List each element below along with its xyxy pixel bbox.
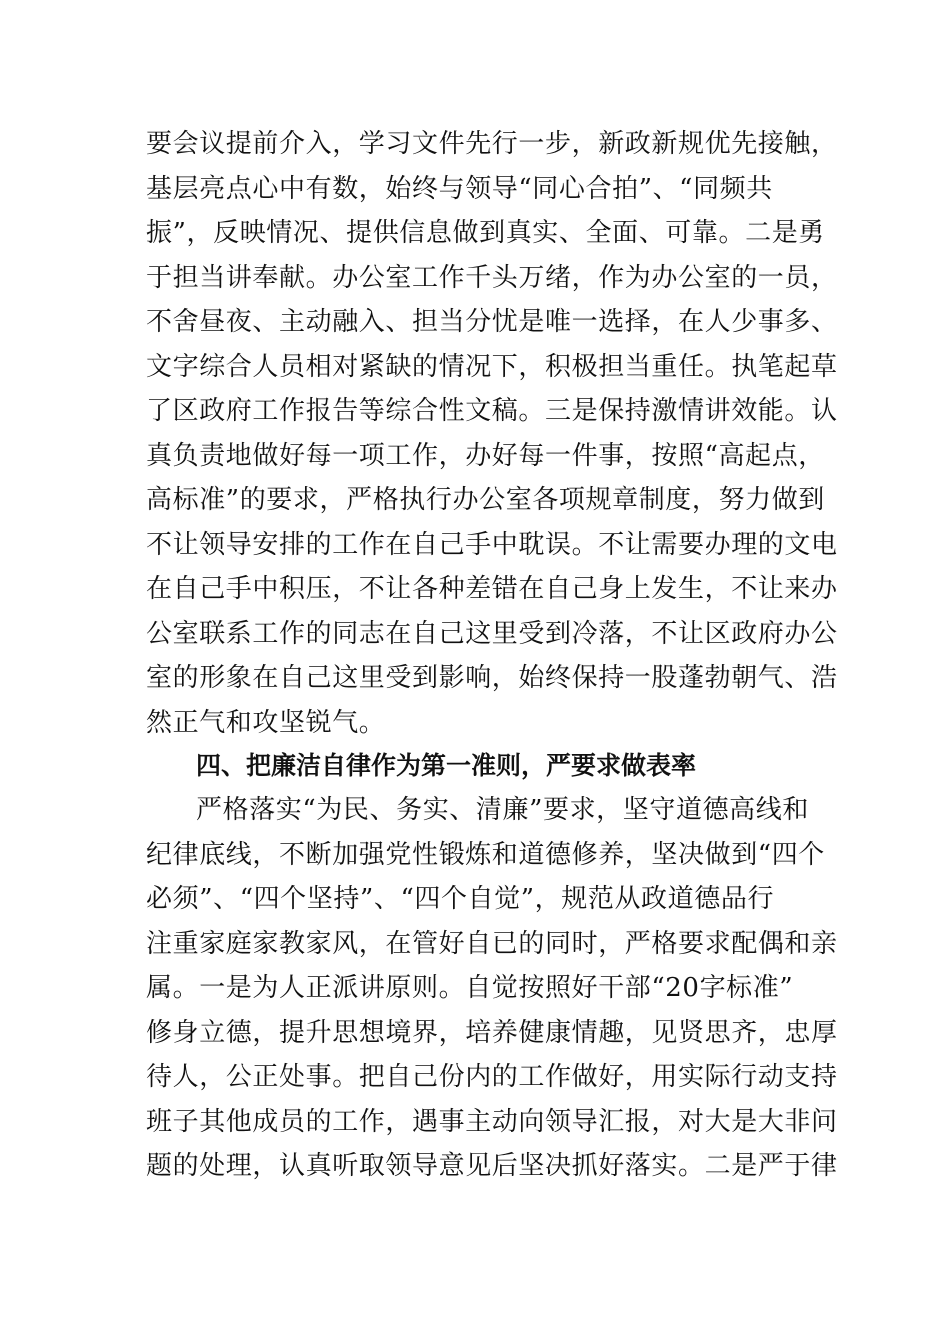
paragraph-line: 基层亮点心中有数，始终与领导“同心合拍”、“同频共	[146, 173, 773, 204]
paragraph-line: 修身立德，提升思想境界，培养健康情趣，见贤思齐，忠厚	[146, 1017, 838, 1048]
paragraph-line: 然正气和攻坚锐气。	[146, 707, 386, 738]
paragraph-line: 待人，公正处事。把自己份内的工作做好，用实际行动支持	[146, 1062, 838, 1092]
paragraph-line: 真负责地做好每一项工作，办好每一件事，按照“高起点，	[146, 440, 825, 471]
paragraph-line: 不让领导安排的工作在自己手中耽误。不让需要办理的文电	[146, 529, 838, 560]
paragraph-line: 属。一是为人正派讲原则。自觉按照好干部“20字标准”	[146, 973, 794, 1003]
paragraph-line: 不舍昼夜、主动融入、担当分忧是唯一选择，在人少事多、	[146, 307, 838, 337]
paragraph-line: 必须”、“四个坚持”、“四个自觉”，规范从政道德品行	[146, 884, 775, 914]
paragraph-line: 注重家庭家教家风，在管好自已的同时，严格要求配偶和亲	[146, 928, 838, 959]
paragraph-line: 文字综合人员相对紧缺的情况下，积极担当重任。执笔起草	[146, 351, 838, 382]
paragraph-line: 班子其他成员的工作，遇事主动向领导汇报，对大是大非问	[146, 1106, 838, 1137]
paragraph-line: 公室联系工作的同志在自己这里受到冷落，不让区政府办公	[146, 618, 838, 649]
paragraph-line: 室的形象在自己这里受到影响，始终保持一股蓬勃朝气、浩	[146, 663, 838, 693]
paragraph-line: 题的处理，认真听取领导意见后坚决抓好落实。二是严于律	[146, 1151, 838, 1181]
paragraph-line: 严格落实“为民、务实、清廉”要求，坚守道德高线和	[196, 795, 809, 825]
paragraph-continuation	[146, 122, 838, 745]
paragraph-line: 纪律底线，不断加强党性锻炼和道德修养，坚决做到“四个	[146, 839, 825, 870]
paragraph-line: 在自己手中积压，不让各种差错在自己身上发生，不让来办	[146, 574, 838, 604]
paragraph-integrity	[146, 788, 838, 1189]
paragraph-line: 了区政府工作报告等综合性文稿。三是保持激情讲效能。认	[146, 396, 838, 426]
paragraph-line: 要会议提前介入，学习文件先行一步，新政新规优先接触，	[146, 129, 838, 159]
section-heading: 四、把廉洁自律作为第一准则，严要求做表率	[196, 751, 697, 780]
paragraph-line: 振”，反映情况、提供信息做到真实、全面、可靠。二是勇	[146, 218, 825, 248]
paragraph-line: 高标准”的要求，严格执行办公室各项规章制度，努力做到	[146, 485, 825, 515]
paragraph-line: 于担当讲奉献。办公室工作千头万绪，作为办公室的一员，	[146, 262, 838, 293]
